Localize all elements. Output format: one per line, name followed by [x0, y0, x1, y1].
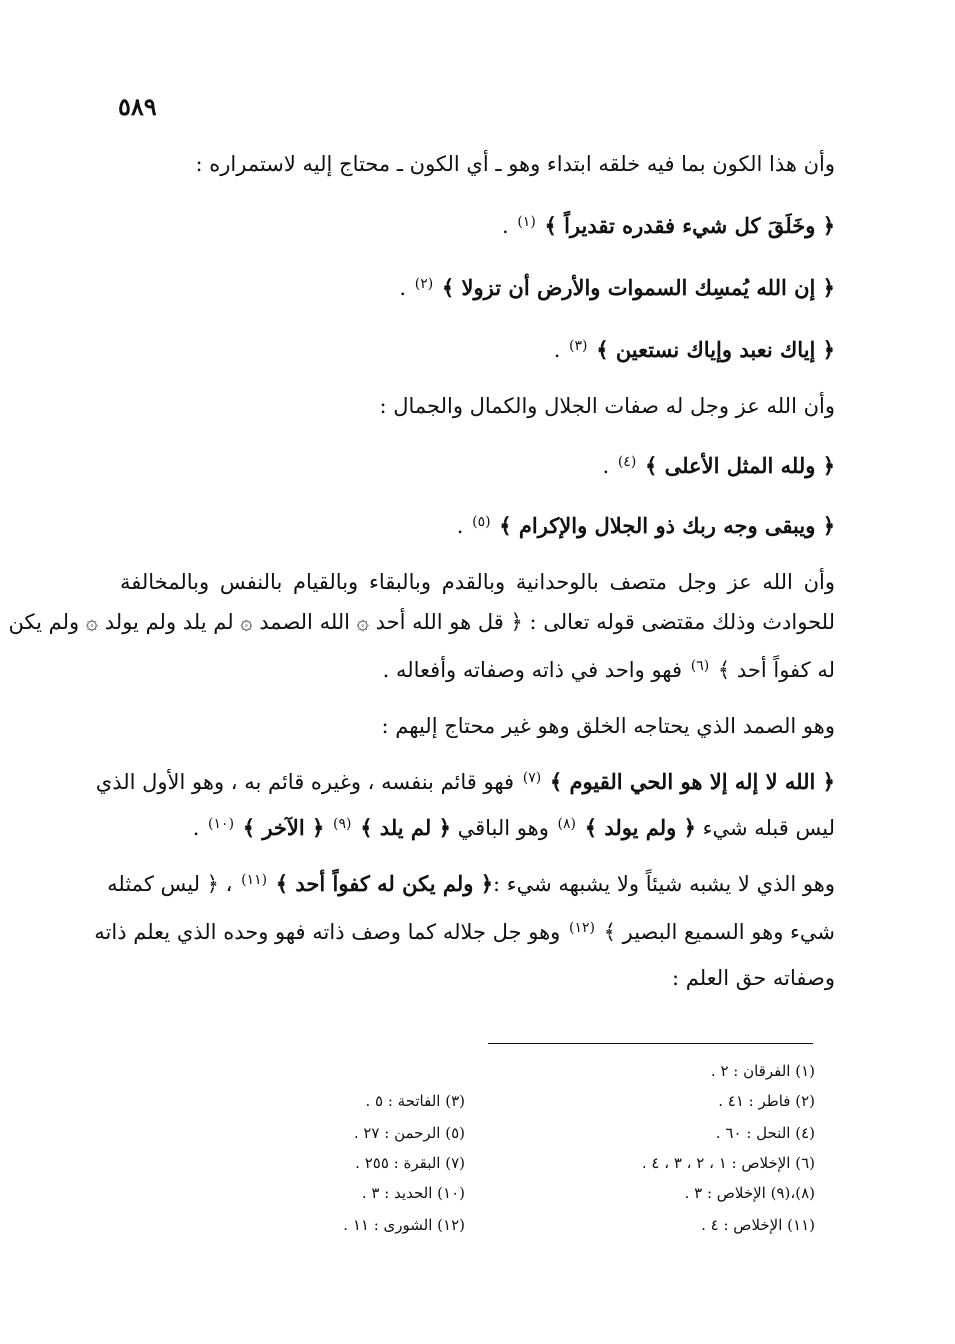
- footnote: (٢) فاطر : ٤١ .: [718, 1092, 815, 1110]
- footnote: (٤) النحل : ٦٠ .: [715, 1124, 815, 1142]
- body-text: له كفواً أحد ﴾: [711, 658, 835, 682]
- body-text: [435, 276, 442, 300]
- footnote-ref: (١٢): [568, 920, 595, 936]
- text-line: [120, 656, 835, 687]
- body-text: وهو الذي لا يشبه شيئاً ولا يشبهه شيء :: [493, 872, 835, 896]
- text-line: [107, 870, 835, 901]
- footnote-ref: (٨): [557, 816, 577, 832]
- body-text: وهو جل جلاله كما وصف ذاته فهو وحده الذي يعلم ذاته: [94, 920, 567, 944]
- text-line: [120, 568, 835, 596]
- footnote: (٦) الإخلاص : ١ ، ٢ ، ٣ ، ٤ .: [641, 1154, 815, 1172]
- body-text: .: [501, 214, 516, 238]
- text-line: [120, 712, 835, 740]
- quran-verse: ﴿ ويبقى وجه ربك ذو الجلال والإكرام ﴾: [499, 513, 835, 538]
- body-text: [638, 454, 645, 478]
- quran-verse: ﴿ ولم يكن له كفواً أحد ﴾: [275, 871, 493, 896]
- footnote-ref: (٢): [414, 276, 434, 292]
- text-line: [399, 274, 835, 305]
- quran-verse: ﴿ ولم يولد ﴾: [584, 815, 696, 840]
- footnote: (٧) البقرة : ٢٥٥ .: [355, 1154, 465, 1172]
- body-text: وأن الله عز وجل متصف بالوحدانية وبالقدم وبالبقاء وبالقيام بالنفس وبالمخالفة: [120, 570, 835, 594]
- quran-verse: ﴿ الله لا إله إلا هو الحي القيوم ﴾: [549, 769, 835, 794]
- text-line: [120, 964, 835, 992]
- text-line: [554, 336, 835, 367]
- body-text: وأن الله عز وجل له صفات الجلال والكمال والجمال :: [379, 394, 835, 418]
- quran-verse: ﴿ ولله المثل الأعلى ﴾: [644, 453, 835, 478]
- body-text: ليس قبله شيء: [695, 816, 835, 840]
- footnote-ref: (٦): [690, 658, 710, 674]
- body-text: .: [456, 514, 471, 538]
- body-text: وأن هذا الكون بما فيه خلقه ابتداء وهو ـ أي الكون ـ محتاج إليه لاستمراره :: [195, 152, 835, 176]
- body-text: فهو واحد في ذاته وصفاته وأفعاله .: [382, 658, 689, 682]
- footnote-divider: [488, 1043, 813, 1044]
- footnote: (١٢) الشورى : ١١ .: [343, 1216, 465, 1234]
- text-line: [95, 768, 835, 799]
- footnote-ref: (٩): [333, 816, 352, 832]
- footnote: (٣) الفاتحة : ٥ .: [365, 1092, 465, 1110]
- footnote-ref: (٥): [472, 514, 491, 530]
- text-line: [94, 918, 835, 949]
- body-text: [543, 770, 550, 794]
- body-text: [236, 816, 243, 840]
- body-text: وهو الباقي: [450, 816, 556, 840]
- body-text: وصفاته حق العلم :: [672, 966, 835, 990]
- body-text: [269, 872, 276, 896]
- text-line: [120, 814, 835, 845]
- quran-verse: ﴿ الآخر ﴾: [242, 815, 325, 840]
- text-line: [120, 150, 835, 178]
- body-text: .: [399, 276, 413, 300]
- page-number: ٥٨٩: [118, 92, 157, 121]
- text-line: [502, 212, 835, 243]
- body-text: .: [192, 816, 207, 840]
- quran-verse: ﴿ إياك نعبد وإياك نستعين ﴾: [596, 337, 835, 362]
- body-text: [578, 816, 585, 840]
- footnote-ref: (٧): [522, 770, 542, 786]
- footnote-ref: (٤): [617, 454, 637, 470]
- text-line: [602, 452, 835, 483]
- footnote-ref: (٣): [569, 338, 588, 354]
- footnote-ref: (١): [517, 214, 536, 230]
- body-text: شيء وهو السميع البصير ﴾: [596, 920, 835, 944]
- body-text: وهو الصمد الذي يحتاجه الخلق وهو غير محتاج إليهم :: [381, 714, 835, 738]
- text-line: [8, 608, 835, 636]
- body-text: للحوادث وذلك مقتضى قوله تعالى : ﴿ قل هو الله أحد ۞ الله الصمد ۞ لم يلد ولم يولد ۞ ولم يكن: [8, 610, 835, 634]
- footnote: (٨)،(٩) الإخلاص : ٣ .: [684, 1184, 815, 1202]
- text-line: [120, 392, 835, 420]
- text-line: [457, 512, 835, 543]
- footnote: (٥) الرحمن : ٢٧ .: [353, 1124, 465, 1142]
- body-text: .: [602, 454, 616, 478]
- footnote: (١٠) الحديد : ٣ .: [361, 1184, 465, 1202]
- body-text: ، ﴿ ليس كمثله: [107, 872, 240, 896]
- body-text: .: [553, 338, 568, 362]
- quran-verse: ﴿ لم يلد ﴾: [360, 815, 451, 840]
- footnote-ref: (١١): [241, 872, 268, 888]
- body-text: فهو قائم بنفسه ، وغيره قائم به ، وهو الأول الذي: [95, 770, 521, 794]
- footnote: (١١) الإخلاص : ٤ .: [701, 1216, 815, 1234]
- footnote: (١) الفرقان : ٢ .: [710, 1062, 815, 1080]
- quran-verse: ﴿ وخَلَقَ كل شيء فقدره تقديراً ﴾: [544, 213, 835, 238]
- footnote-ref: (١٠): [208, 816, 235, 832]
- quran-verse: ﴿ إن الله يُمسِك السموات والأرض أن تزولا ﴾: [441, 275, 835, 300]
